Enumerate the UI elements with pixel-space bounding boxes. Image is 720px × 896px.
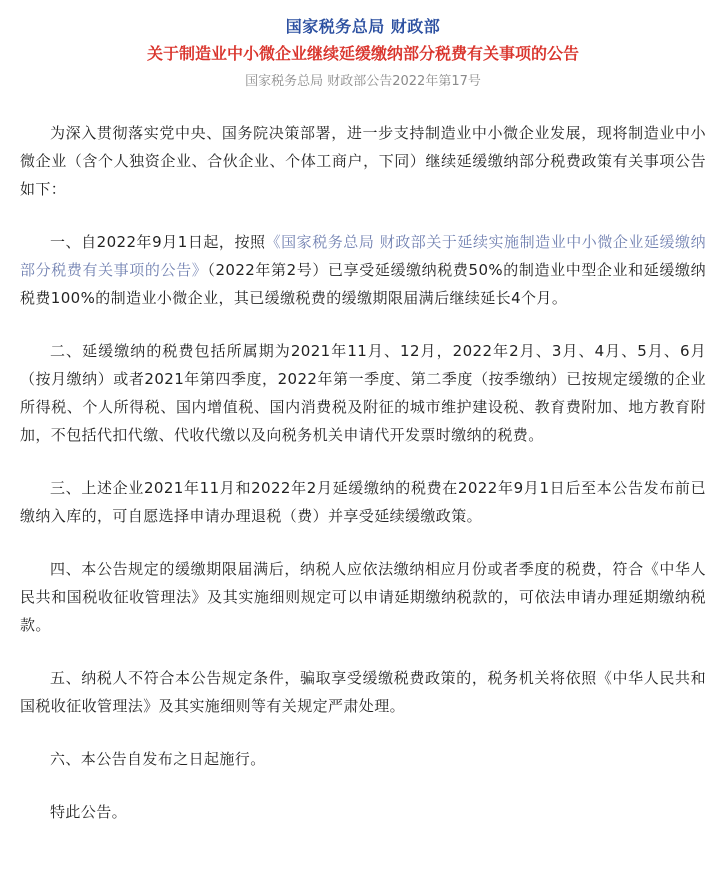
paragraph-3: 三、上述企业2021年11月和2022年2月延缓缴纳的税费在2022年9月1日后至本公告发布前已缴纳入库的，可自愿选择申请办理退税（费）并享受延续缓缴政策。 (20, 479, 706, 525)
paragraph-2: 二、延缓缴纳的税费包括所属期为2021年11月、12月，2022年2月、3月、4月、5月、6月（按月缴纳）或者2021年第四季度，2022年第一季度、第二季度（按季缴纳）已按规定缓缴的企业所得税、个人所得税、国内增值税、国内消费税及附征的城市维护建设税、教育费附加、地方教育附加，不包括代扣代缴、代收代缴以及向税务机关申请代开发票时缴纳的税费。 (20, 342, 706, 444)
paragraph-6: 六、本公告自发布之日起施行。 (50, 750, 266, 768)
paragraph-1 (20, 228, 706, 312)
referenced-announcement-link[interactable]: 《国家税务总局 财政部关于延续实施制造业中小微企业延缓缴纳部分税费有关事项的公告》 (20, 233, 706, 279)
issuing-agency: 国家税务总局 财政部 (285, 17, 441, 36)
document-body (20, 119, 706, 826)
paragraph-intro: 为深入贯彻落实党中央、国务院决策部署，进一步支持制造业中小微企业发展，现将制造业中小微企业（含个人独资企业、合伙企业、个体工商户，下同）继续延缓缴纳部分税费政策有关事项公告如下： (20, 124, 706, 198)
paragraph-4: 四、本公告规定的缓缴期限届满后，纳税人应依法缴纳相应月份或者季度的税费，符合《中华人民共和国税收征收管理法》及其实施细则规定可以申请延期缴纳税款的，可依法申请办理延期缴纳税款。 (20, 560, 706, 634)
paragraph-5: 五、纳税人不符合本公告规定条件，骗取享受缓缴税费政策的，税务机关将依照《中华人民共和国税收征收管理法》及其实施细则等有关规定严肃处理。 (20, 669, 706, 715)
closing-statement: 特此公告。 (50, 803, 128, 821)
document-number: 国家税务总局 财政部公告2022年第17号 (245, 74, 481, 89)
document-title: 关于制造业中小微企业继续延缓缴纳部分税费有关事项的公告 (146, 44, 579, 63)
document-header (20, 0, 706, 92)
paragraph-1-text-pre: 一、自2022年9月1日起，按照 (50, 233, 266, 251)
paragraph-1-text-post: （2022年第2号）已享受延缓缴纳税费50%的制造业中型企业和延缓缴纳税费100%的制造业小微企业，其已缓缴税费的缓缴期限届满后继续延长4个月。 (20, 261, 706, 307)
